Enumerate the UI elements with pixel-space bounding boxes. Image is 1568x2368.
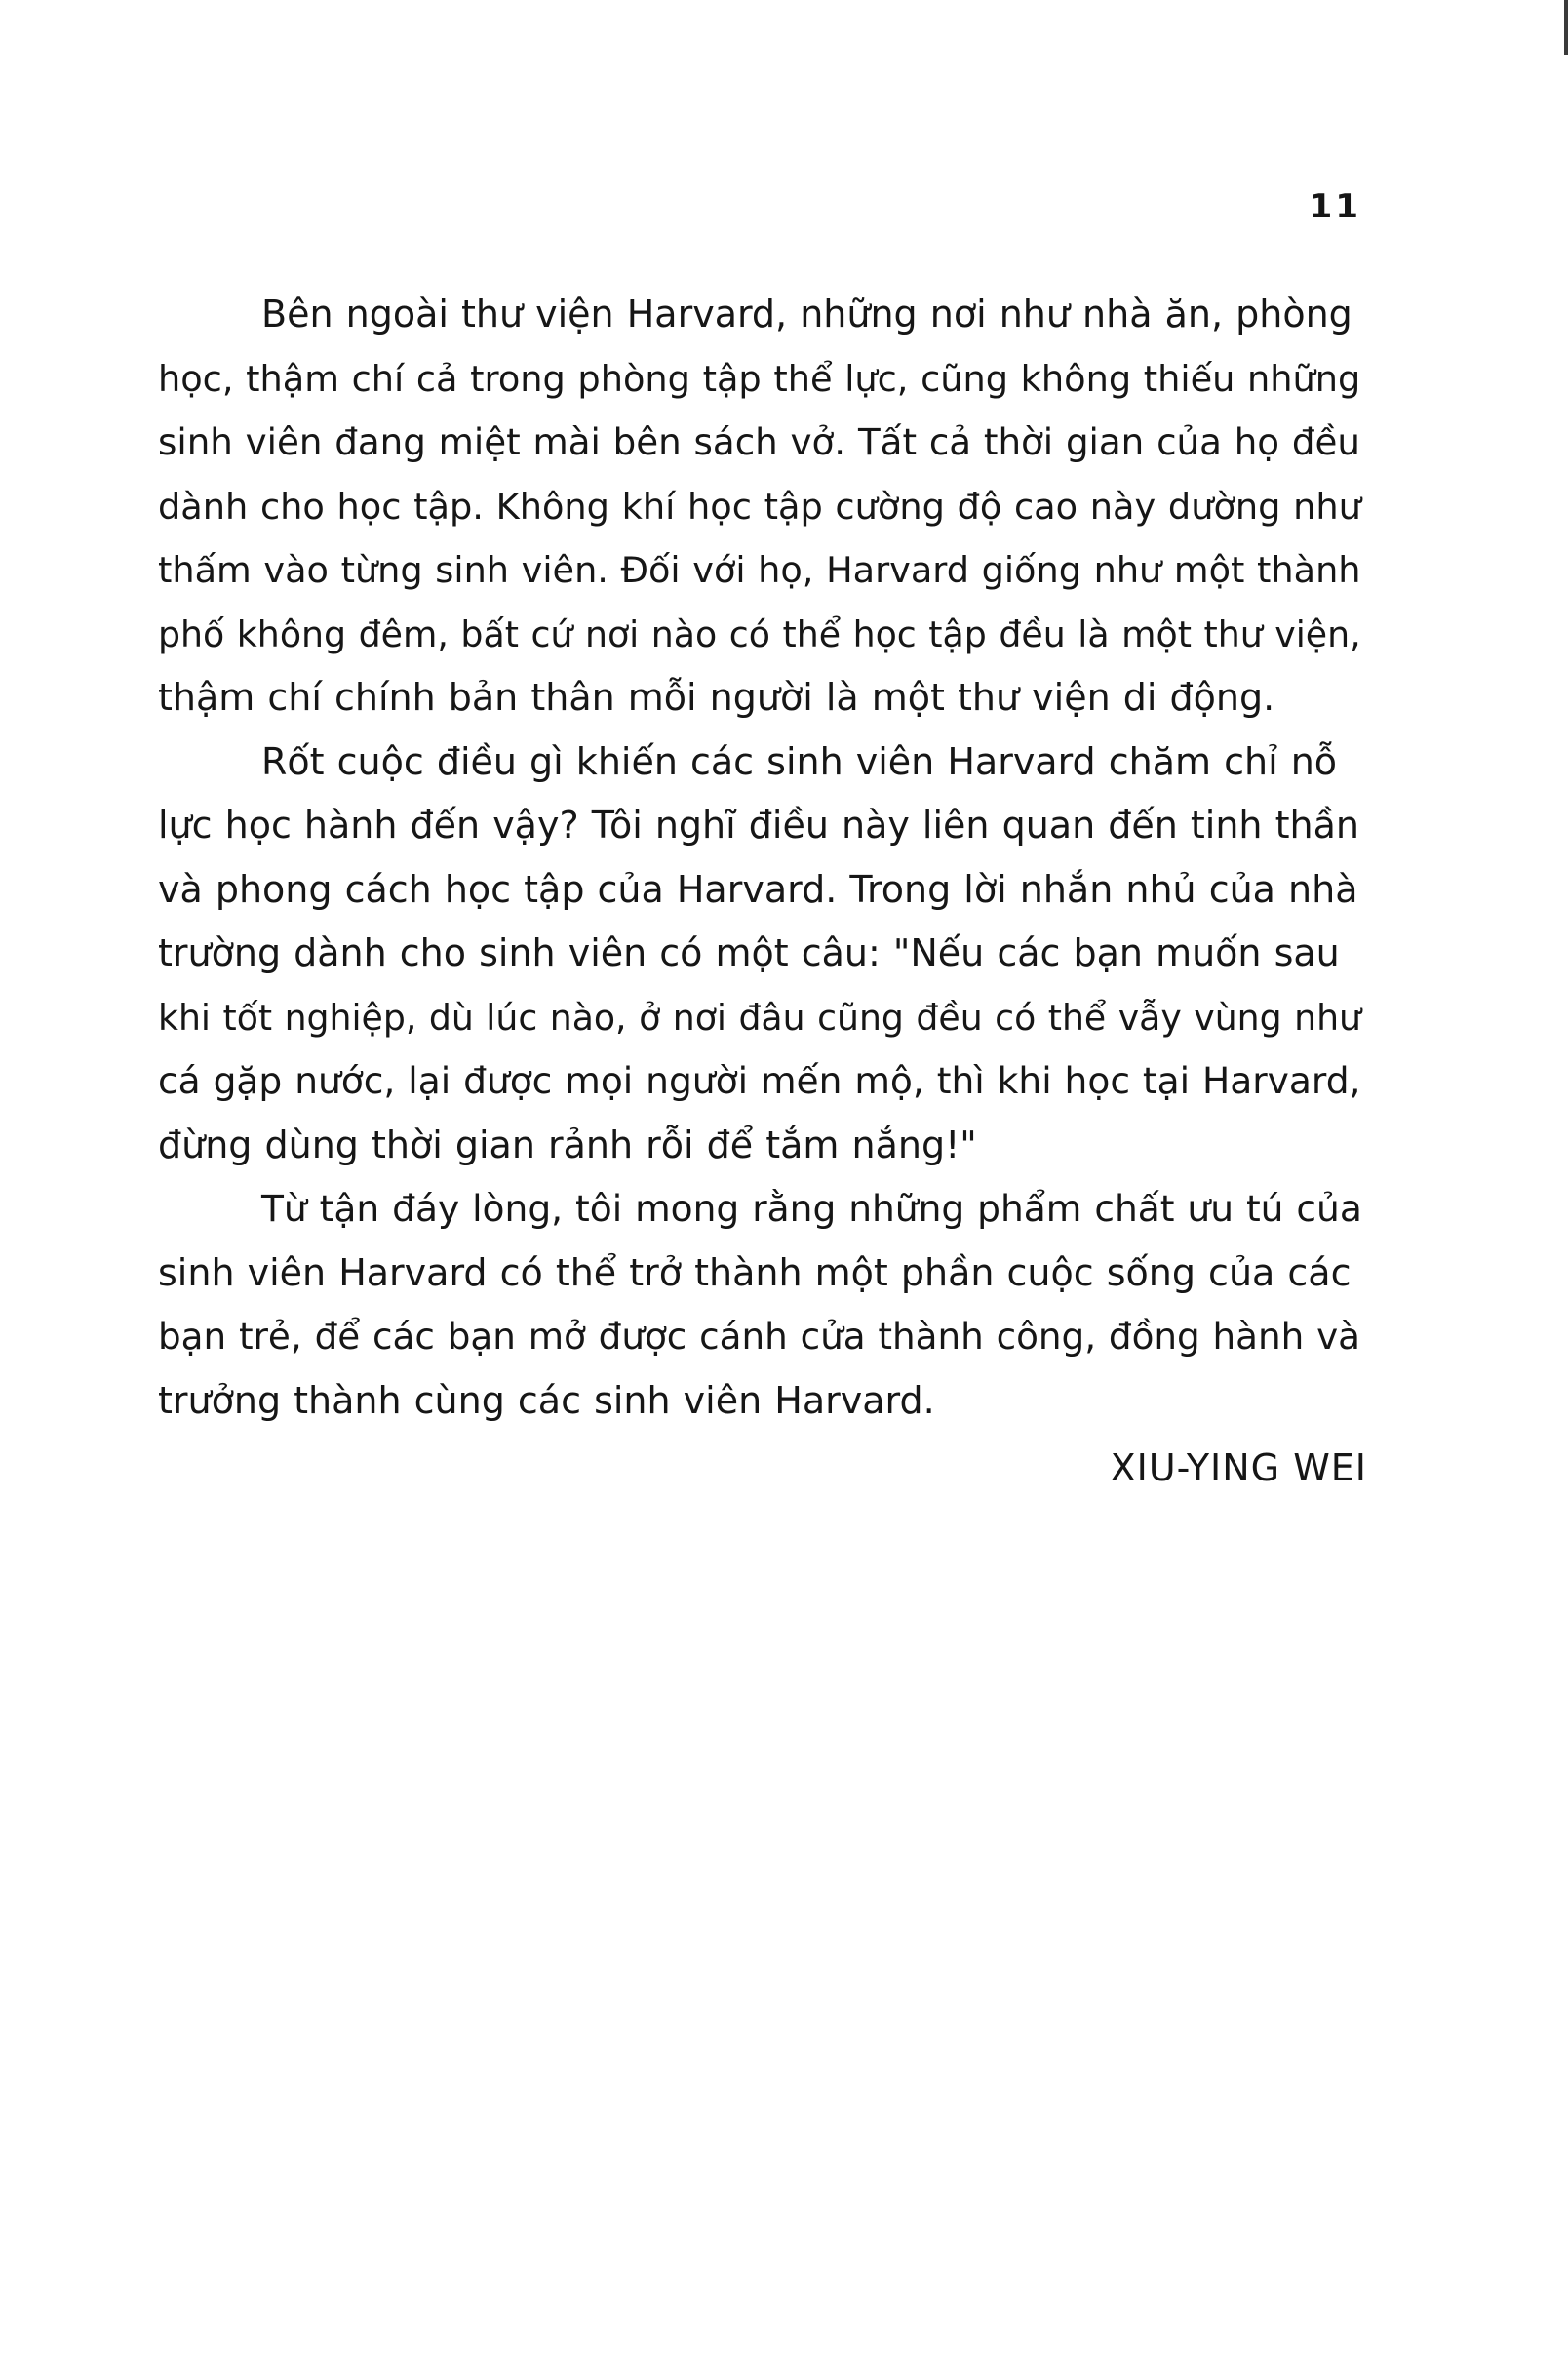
text-line: khi tốt nghiệp, dù lúc nào, ở nơi đâu cũng đều có thể vẫy vùng như [158,996,1361,1039]
text-line: cá gặp nước, lại được mọi người mến mộ, thì khi học tại Harvard, [158,1059,1361,1102]
text-line: Từ tận đáy lòng, tôi mong rằng những phẩm chất ưu tú của [261,1187,1362,1230]
text-line: thấm vào từng sinh viên. Đối với họ, Harvard giống như một thành [158,549,1361,591]
text-line: phố không đêm, bất cứ nơi nào có thể học tập đều là một thư viện, [158,612,1361,655]
text-line: học, thậm chí cả trong phòng tập thể lực, cũng không thiếu những [158,357,1361,400]
paragraph-3 [158,1177,1367,1433]
text-line: Bên ngoài thư viện Harvard, những nơi như nhà ăn, phòng [261,293,1352,335]
text-line: đừng dùng thời gian rảnh rỗi để tắm nắng!" [158,1123,977,1166]
paragraph-2 [158,730,1367,1178]
paragraph-1 [158,283,1367,730]
text-line: thậm chí chính bản thân mỗi người là một thư viện di động. [158,676,1275,719]
text-line: và phong cách học tập của Harvard. Trong lời nhắn nhủ của nhà [158,867,1358,911]
body-text [158,283,1367,1433]
text-line: sinh viên Harvard có thể trở thành một phần cuộc sống của các [158,1250,1352,1294]
scan-edge-mark [1564,0,1568,55]
text-line: sinh viên đang miệt mài bên sách vở. Tất cả thời gian của họ đều [158,420,1360,463]
page-number: 11 [1309,187,1361,226]
text-line: Rốt cuộc điều gì khiến các sinh viên Harvard chăm chỉ nỗ [261,739,1338,783]
author-signature: XIU-YING WEI [1110,1446,1367,1489]
text-line: trường dành cho sinh viên có một câu: "Nếu các bạn muốn sau [158,931,1340,974]
text-line: trưởng thành cùng các sinh viên Harvard. [158,1378,935,1422]
text-line: bạn trẻ, để các bạn mở được cánh cửa thành công, đồng hành và [158,1315,1361,1358]
text-line: dành cho học tập. Không khí học tập cường độ cao này dường như [158,485,1361,528]
text-line: lực học hành đến vậy? Tôi nghĩ điều này liên quan đến tinh thần [158,804,1359,847]
